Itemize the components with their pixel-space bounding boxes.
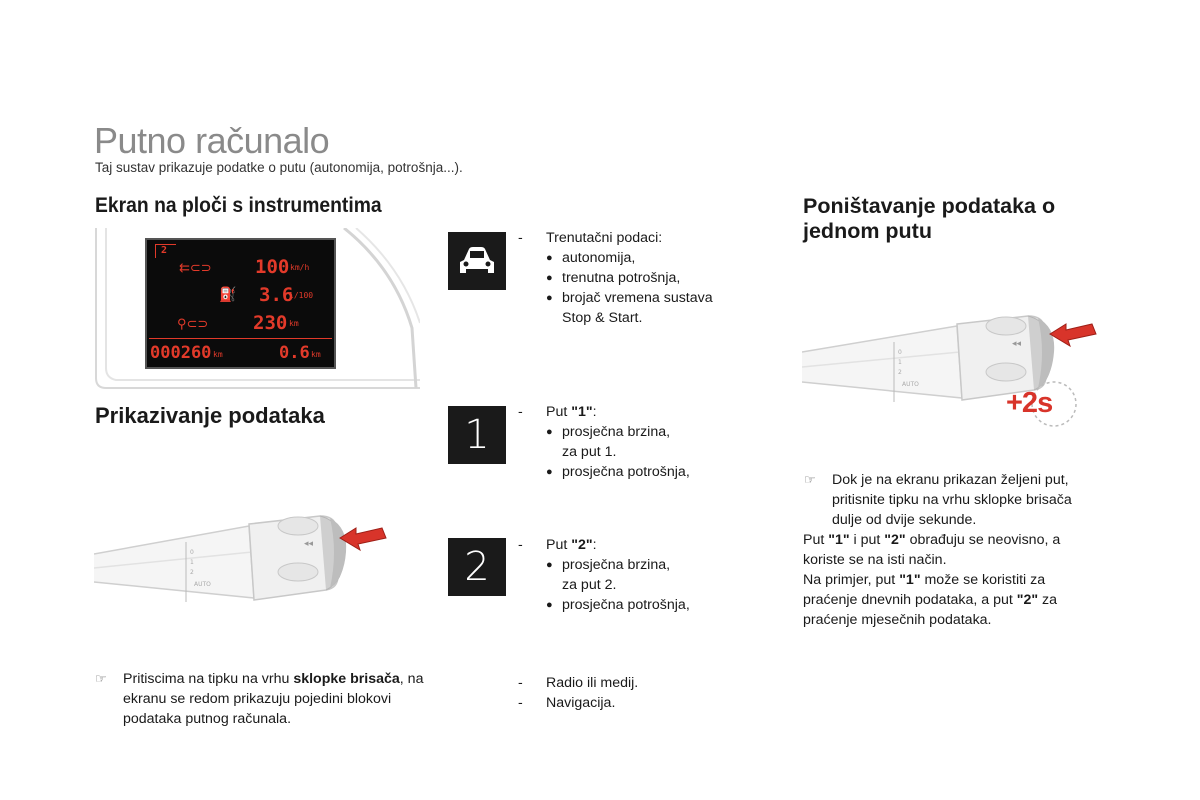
reset-p2-d: "2" (1016, 592, 1039, 608)
instant-data-intro: - Trenutačni podaci: (546, 228, 766, 248)
trip1-item-consumption-text: prosječna potrošnja, (562, 464, 690, 480)
reset-paragraph-independent (803, 530, 1103, 570)
trip1-block (546, 402, 766, 482)
trip-distance-value: 0.6 (279, 343, 310, 363)
average-speed-unit: km/h (290, 263, 310, 272)
trip2-intro-bold: "2" (571, 537, 593, 553)
reset-stalk-illustration (802, 312, 1102, 442)
reset-p1-a: Put (803, 532, 829, 548)
reset-p1-c: i put (849, 532, 885, 548)
trip2-item-speed (546, 555, 766, 595)
trip2-intro-prefix: Put (546, 537, 572, 553)
car-speed-icon: ⇇⊂⊃ (179, 260, 212, 275)
trip2-item-consumption (546, 595, 766, 615)
trip1-item-speed (546, 422, 766, 462)
trip2-block (546, 535, 766, 615)
range-unit: km (289, 319, 299, 328)
reset-paragraph-example (803, 570, 1103, 630)
car-icon (456, 244, 498, 278)
press-arrow-icon (336, 524, 396, 554)
screen-divider (149, 338, 332, 339)
trip2-item-speed-text-2: za put 2. (562, 577, 617, 593)
trip1-item-consumption (546, 462, 766, 482)
reset-p2-c: može se koristiti za praćenje dnevnih podataka, a put (803, 572, 1046, 608)
trip2-number-icon: 2 (464, 544, 490, 590)
reset-instruction (804, 470, 1102, 530)
trip1-number-icon: 1 (464, 412, 490, 458)
trip-distance-unit: km (311, 350, 321, 359)
svg-text:AUTO: AUTO (194, 581, 211, 588)
reset-instruction-text: Dok je na ekranu prikazan željeni put, pritisnite tipku na vrhu sklopke brisača dulje od dvije sekunde. (832, 472, 1072, 528)
svg-text:◂◂: ◂◂ (1012, 339, 1022, 349)
display-instruction-bold: sklopke brisača (293, 671, 400, 687)
odometer-unit: km (213, 350, 223, 359)
trip1-icon-box (448, 406, 506, 464)
hold-two-seconds-badge (1006, 380, 1080, 430)
display-instruction-text-2: , na ekranu se redom prikazuju pojedini blokovi podataka putnog računala. (123, 671, 424, 727)
trip1-item-speed-text: ● prosječna brzina, (562, 424, 671, 440)
reset-p2-a: Na primjer, put (803, 572, 900, 588)
car-icon-box (448, 232, 506, 290)
svg-text:◂◂: ◂◂ (304, 539, 314, 549)
trip2-intro (546, 535, 766, 555)
average-speed-value: 100 (255, 256, 290, 278)
svg-text:2: 2 (190, 569, 194, 576)
trip1-intro-bold: "1" (571, 404, 593, 420)
page-subtitle: Taj sustav prikazuje podatke o putu (autonomija, potrošnja...). (95, 160, 463, 175)
trip1-intro-prefix: Put (546, 404, 572, 420)
fuel-consumption-unit: l/100 (289, 291, 314, 300)
trip1-intro (546, 402, 766, 422)
svg-text:1: 1 (190, 559, 194, 566)
range-car-icon: ⚲⊂⊃ (177, 316, 209, 331)
instant-item-stopstart-text: ● brojač vremena sustava (562, 290, 713, 306)
svg-text:1: 1 (898, 359, 902, 366)
trip2-icon-box (448, 538, 506, 596)
other-block (546, 673, 766, 713)
instant-item-autonomy (546, 248, 766, 268)
fuel-consumption-value: 3.6 (259, 284, 294, 306)
page-title: Putno računalo (94, 120, 330, 161)
trip1-intro-suffix: : (592, 404, 597, 420)
hold-duration-text: +2s (1006, 387, 1053, 419)
svg-text:2: 2 (898, 369, 902, 376)
reset-press-arrow-icon (1046, 320, 1106, 350)
instant-item-stopstart-text-2: Stop & Start. (562, 310, 643, 326)
display-instruction-text-1: Pritiscima na tipku na vrhu (123, 671, 294, 687)
other-item-radio: - Radio ili medij. (546, 673, 766, 693)
instant-data-block (546, 228, 766, 328)
instant-item-consumption (546, 268, 766, 288)
reset-p1-d: "2" (884, 532, 906, 548)
reset-pointing-finger-icon: ☞ (804, 472, 816, 487)
pointing-finger-icon: ☞ (95, 671, 107, 686)
screen-page-number: 2 (161, 245, 168, 256)
svg-text:AUTO: AUTO (902, 381, 919, 388)
reset-p1-e: obrađuju se neovisno, a koriste se na isti način. (803, 532, 1061, 568)
instant-item-stopstart (546, 288, 766, 328)
section-heading-display: Prikazivanje podataka (95, 403, 325, 428)
trip2-item-consumption-text: prosječna potrošnja, (562, 597, 690, 613)
fuel-pump-icon: ⛽ (219, 286, 237, 302)
other-item-navigation: - Navigacija. (546, 693, 766, 713)
instant-item-consumption-text: trenutna potrošnja, (562, 270, 681, 286)
reset-p2-e: za praćenje mjesečnih podataka. (803, 592, 1058, 628)
instrument-panel-illustration (94, 228, 420, 390)
display-instruction (95, 669, 428, 729)
svg-text:0: 0 (190, 549, 194, 556)
trip1-item-speed-text-2: za put 1. (562, 444, 617, 460)
range-value: 230 (253, 312, 288, 334)
instant-item-autonomy-text: autonomija, (562, 250, 636, 266)
reset-p2-b: "1" (899, 572, 921, 588)
trip-computer-screen (145, 238, 336, 369)
trip2-intro-suffix: : (592, 537, 597, 553)
wiper-stalk-illustration (94, 512, 394, 612)
section-heading-instrument-panel: Ekran na ploči s instrumentima (95, 194, 382, 217)
section-heading-reset: Poništavanje podataka o jednom putu (803, 194, 1056, 243)
svg-text:0: 0 (898, 349, 902, 356)
reset-p1-b: "1" (828, 532, 850, 548)
trip2-item-speed-text: ● prosječna brzina, (562, 557, 671, 573)
odometer-value: 000260 (150, 343, 212, 363)
